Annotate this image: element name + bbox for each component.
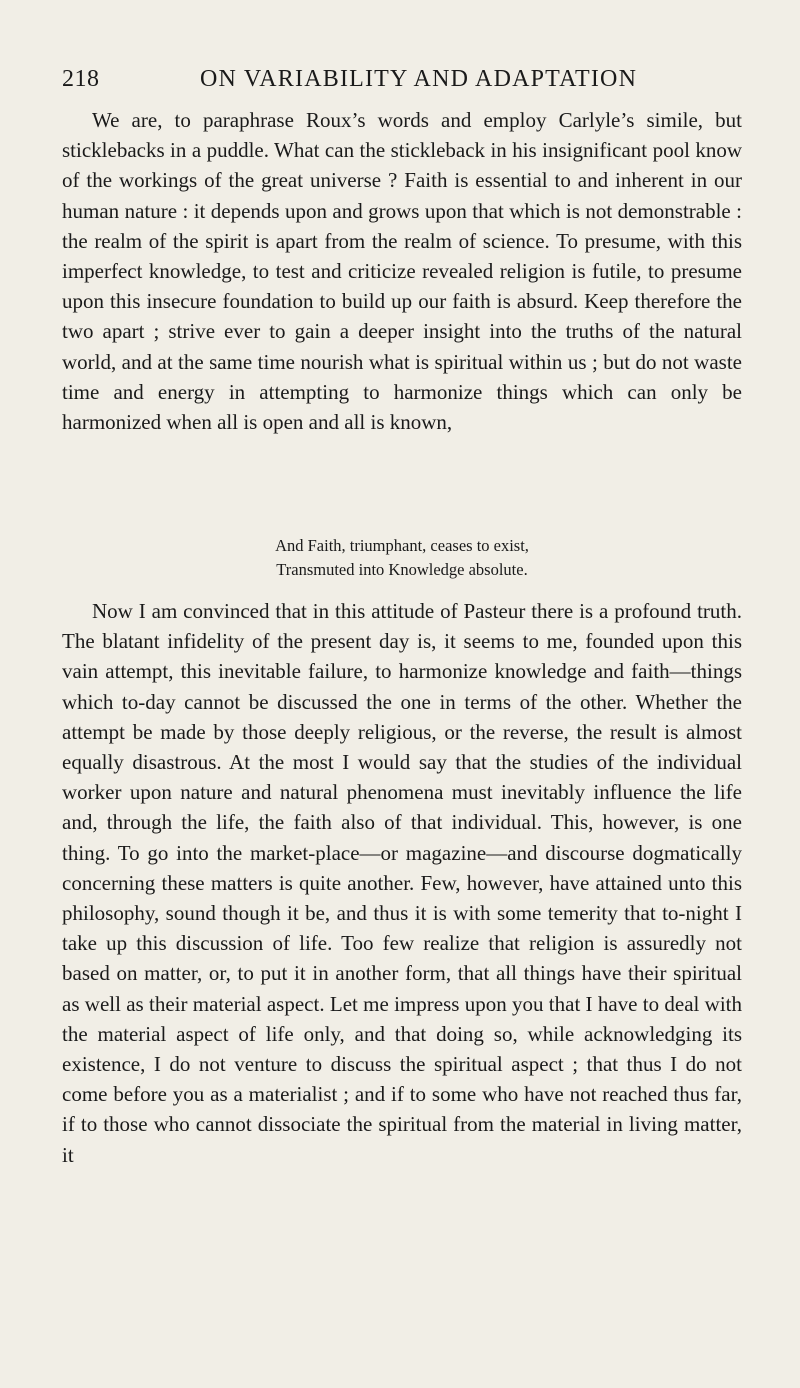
verse-line-2: Transmuted into Knowledge absolute. <box>276 560 528 579</box>
verse-line-1: And Faith, triumphant, ceases to exist, <box>275 536 529 555</box>
verse-quotation <box>62 534 742 582</box>
paragraph-1: We are, to paraphrase Roux’s words and employ Carlyle’s simile, but sticklebacks in a puddle. What can the stickleback in his insignificant pool know of the workings of the great universe ? Faith is essential to and inherent in our human nature : it depends upon and grows upon that which is not demonstrable : the realm of the spirit is apart from the realm of science. To presume, with this imperfect knowledge, to test and criticize revealed religion is futile, to presume upon this insecure foundation to build up our faith is absurd. Keep therefore the two apart ; strive ever to gain a deeper insight into the truths of the natural world, and at the same time nourish what is spiritual within us ; but do not waste time and energy in attempting to harmonize things which can only be harmonized when all is open and all is known, <box>62 108 742 435</box>
page-number: 218 <box>62 66 100 92</box>
paragraph-2: Now I am convinced that in this attitude of Pasteur there is a profound truth. The blatant infidelity of the present day is, it seems to me, founded upon this vain attempt, this inevitable failure, to harmonize knowledge and faith—things which to-day cannot be discussed the one in terms of the other. Whether the attempt be made by those deeply religious, or the reverse, the result is almost equally disastrous. At the most I would say that the studies of the individual worker upon nature and natural phenomena must inevitably influence the life and, through the life, the faith also of that individual. This, however, is one thing. To go into the market-place—or magazine—and discourse dogmatically concerning these matters is quite another. Few, however, have attained unto this philosophy, sound though it be, and thus it is with some temerity that to-night I take up this discussion of life. Too few realize that religion is assuredly not based on matter, or, to put it in another form, that all things have their spiritual as well as their material aspect. Let me impress upon you that I have to deal with the material aspect of life only, and that doing so, while acknowledging its existence, I do not venture to discuss the spiritual aspect ; that thus I do not come before you as a materialist ; and if to some who have not reached thus far, if to those who cannot dissociate the spiritual from the material in living matter, it <box>62 599 742 1167</box>
running-title: ON VARIABILITY AND ADAPTATION <box>200 66 638 92</box>
paragraph-1-block <box>62 105 742 437</box>
paragraph-2-block <box>62 596 742 1170</box>
